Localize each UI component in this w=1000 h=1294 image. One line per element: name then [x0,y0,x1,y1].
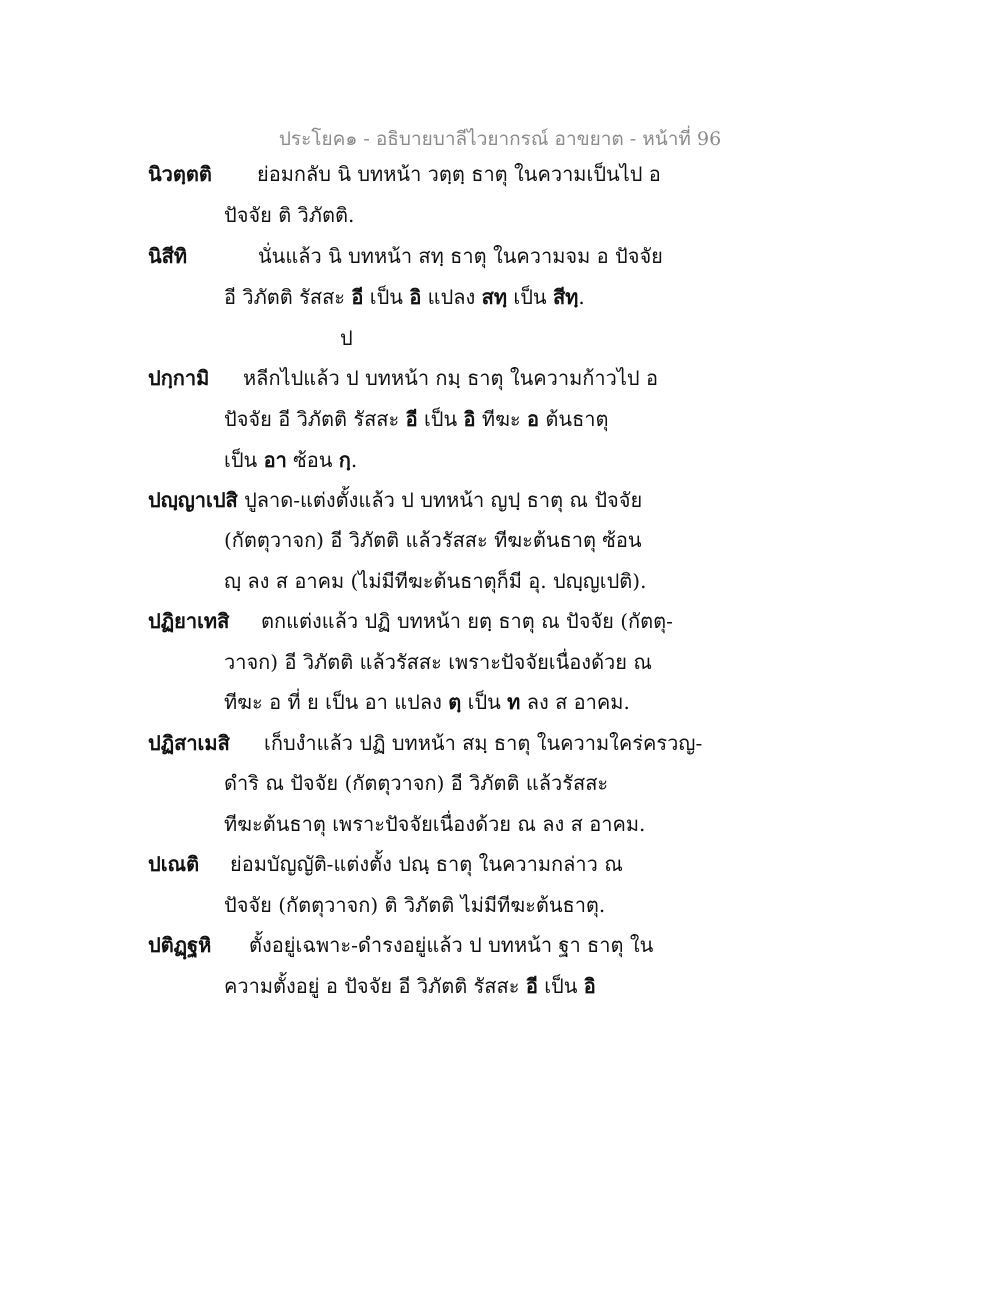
headword: ปติฏฺฐหิ [148,933,212,957]
definition-line: ปัจจัย (กัตตุวาจก) ติ วิภัตติ ไม่มีทีฆะต้นธาตุ. [224,893,606,917]
headword: ปญฺญาเปสิ [148,488,238,512]
definition-line: เป็น อา ซ้อน กฺ. [224,448,358,472]
headword: ปเณติ [148,852,200,876]
definition-line: ตั้งอยู่เฉพาะ-ดำรงอยู่แล้ว ป บทหน้า ฐา ธาตุ ใน [249,933,654,957]
definition-line: ญฺ ลง ส อาคม (ไม่มีทีฆะต้นธาตุก็มี อุ. ปญฺญเปติ). [224,569,647,593]
definition-line: ความตั้งอยู่ อ ปัจจัย อี วิภัตติ รัสสะ อี เป็น อิ [224,974,596,998]
headword: นิสีทิ [148,244,188,268]
definition-line: ทีฆะต้นธาตุ เพราะปัจจัยเนื่องด้วย ณ ลง ส อาคม. [224,812,646,836]
section-marker: ป [340,326,353,350]
definition-line: ดำริ ณ ปัจจัย (กัตตุวาจก) อี วิภัตติ แล้วรัสสะ [224,771,609,795]
headword: นิวตฺตติ [148,162,212,186]
definition-line: ปัจจัย อี วิภัตติ รัสสะ อี เป็น อิ ทีฆะ อ ต้นธาตุ [224,407,609,431]
definition-line: ทีฆะ อ ที่ ย เป็น อา แปลง ตฺ เป็น ท ลง ส อาคม. [224,690,630,714]
headword: ปฏิยาเทสิ [148,609,230,633]
definition-line: ปัจจัย ติ วิภัตติ. [224,203,355,227]
definition-line: หลีกไปแล้ว ป บทหน้า กมฺ ธาตุ ในความก้าวไป อ [243,366,658,390]
definition-line: (กัตตุวาจก) อี วิภัตติ แล้วรัสสะ ทีฆะต้นธาตุ ซ้อน [224,528,642,552]
page-header: ประโยค๑ - อธิบายบาลีไวยากรณ์ อาขยาต - หน้าที่ 96 [278,128,722,150]
definition-line: ย่อมกลับ นิ บทหน้า วตฺตฺ ธาตุ ในความเป็นไป อ [257,162,661,186]
definition-line: ย่อมบัญญัติ-แต่งตั้ง ปณฺ ธาตุ ในความกล่าว ณ [230,852,623,876]
definition-line: นั่นแล้ว นิ บทหน้า สทฺ ธาตุ ในความจม อ ปัจจัย [258,244,663,268]
headword: ปกฺกามิ [148,366,210,390]
definition-line: วาจก) อี วิภัตติ แล้วรัสสะ เพราะปัจจัยเนื่องด้วย ณ [224,650,652,674]
entry-line: ปญฺญาเปสิ ปูลาด-แต่งตั้งแล้ว ป บทหน้า ญปฺ ธาตุ ณ ปัจจัย [148,488,643,512]
definition-line: อี วิภัตติ รัสสะ อี เป็น อิ แปลง สทฺ เป็น สีทฺ. [224,285,585,309]
headword: ปฏิสาเมสิ [148,731,230,755]
definition-line: เก็บงำแล้ว ปฏิ บทหน้า สมฺ ธาตุ ในความใคร่ครวญ- [264,731,703,755]
definition-line: ตกแต่งแล้ว ปฏิ บทหน้า ยตฺ ธาตุ ณ ปัจจัย (กัตตุ- [261,609,673,633]
